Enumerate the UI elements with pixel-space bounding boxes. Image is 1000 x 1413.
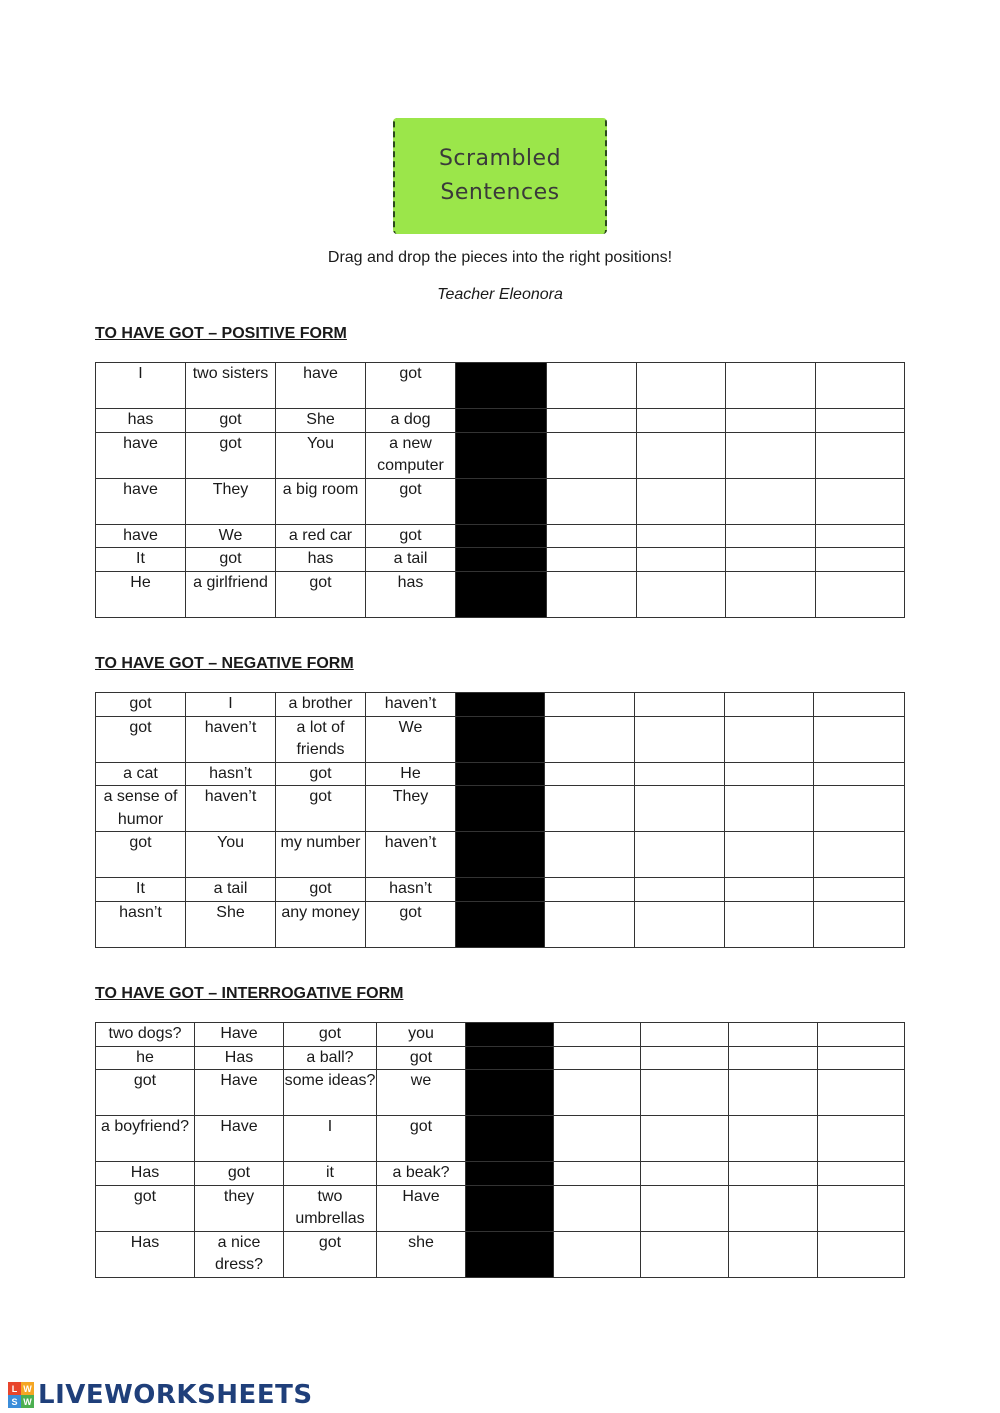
drop-slot[interactable]: [641, 1185, 729, 1231]
word-piece[interactable]: a new computer: [366, 432, 456, 478]
word-piece[interactable]: two sisters: [186, 363, 276, 409]
word-piece[interactable]: a big room: [276, 478, 366, 524]
drop-slot[interactable]: [816, 524, 905, 548]
section-heading-interrogative: TO HAVE GOT – INTERROGATIVE FORM: [95, 985, 404, 1002]
drop-slot[interactable]: [725, 878, 814, 902]
word-piece[interactable]: got: [96, 832, 186, 878]
drop-slot[interactable]: [545, 762, 635, 786]
sentence-row: [96, 901, 905, 947]
word-piece[interactable]: it: [284, 1162, 377, 1186]
word-piece[interactable]: a sense of humor: [96, 786, 186, 832]
word-piece[interactable]: got: [96, 693, 186, 717]
word-piece[interactable]: he: [96, 1046, 195, 1070]
word-piece[interactable]: a beak?: [377, 1162, 466, 1186]
divider-cell: [456, 786, 545, 832]
word-piece[interactable]: She: [186, 901, 276, 947]
sentence-row: [96, 363, 905, 409]
sentence-row: [96, 1023, 905, 1047]
drop-slot[interactable]: [637, 524, 726, 548]
word-piece[interactable]: got: [276, 571, 366, 617]
drop-slot[interactable]: [726, 409, 816, 433]
sentence-row: [96, 478, 905, 524]
interrogative-grid: [95, 1022, 905, 1278]
drop-slot[interactable]: [818, 1231, 905, 1277]
drop-slot[interactable]: [635, 693, 725, 717]
divider-cell: [466, 1162, 554, 1186]
word-piece[interactable]: a tail: [186, 878, 276, 902]
drop-slot[interactable]: [725, 786, 814, 832]
word-piece[interactable]: haven’t: [186, 786, 276, 832]
word-piece[interactable]: Have: [377, 1185, 466, 1231]
word-piece[interactable]: has: [276, 548, 366, 572]
sentence-row: [96, 1116, 905, 1162]
word-piece[interactable]: has: [366, 571, 456, 617]
drop-slot[interactable]: [554, 1231, 641, 1277]
drop-slot[interactable]: [726, 524, 816, 548]
word-piece[interactable]: haven’t: [186, 716, 276, 762]
divider-cell: [456, 409, 547, 433]
word-piece[interactable]: a tail: [366, 548, 456, 572]
drop-slot[interactable]: [637, 478, 726, 524]
word-piece[interactable]: she: [377, 1231, 466, 1277]
word-piece[interactable]: a lot of friends: [276, 716, 366, 762]
drop-slot[interactable]: [726, 571, 816, 617]
drop-slot[interactable]: [729, 1070, 818, 1116]
drop-slot[interactable]: [547, 363, 637, 409]
sentence-row: [96, 716, 905, 762]
word-piece[interactable]: I: [284, 1116, 377, 1162]
divider-cell: [456, 478, 547, 524]
drop-slot[interactable]: [554, 1023, 641, 1047]
word-piece[interactable]: Have: [195, 1023, 284, 1047]
drop-slot[interactable]: [814, 878, 905, 902]
word-piece[interactable]: my number: [276, 832, 366, 878]
word-piece[interactable]: a red car: [276, 524, 366, 548]
word-piece[interactable]: You: [186, 832, 276, 878]
drop-slot[interactable]: [547, 524, 637, 548]
word-piece[interactable]: hasn’t: [366, 878, 456, 902]
sentence-row: [96, 1070, 905, 1116]
word-piece[interactable]: got: [366, 901, 456, 947]
divider-cell: [456, 524, 547, 548]
divider-cell: [456, 548, 547, 572]
word-piece[interactable]: a nice dress?: [195, 1231, 284, 1277]
word-piece[interactable]: He: [366, 762, 456, 786]
divider-cell: [456, 901, 545, 947]
sentence-row: [96, 1046, 905, 1070]
teacher-name: Teacher Eleonora: [437, 286, 563, 303]
word-piece[interactable]: Has: [195, 1046, 284, 1070]
word-piece[interactable]: He: [96, 571, 186, 617]
word-piece[interactable]: got: [276, 878, 366, 902]
word-piece[interactable]: They: [186, 478, 276, 524]
divider-cell: [466, 1185, 554, 1231]
instructions: Drag and drop the pieces into the right positions!: [327, 249, 673, 266]
drop-slot[interactable]: [729, 1162, 818, 1186]
word-piece[interactable]: got: [96, 1185, 195, 1231]
word-piece[interactable]: a cat: [96, 762, 186, 786]
drop-slot[interactable]: [818, 1162, 905, 1186]
drop-slot[interactable]: [641, 1231, 729, 1277]
divider-cell: [466, 1070, 554, 1116]
divider-cell: [456, 432, 547, 478]
word-piece[interactable]: We: [186, 524, 276, 548]
word-piece[interactable]: got: [186, 548, 276, 572]
drop-slot[interactable]: [818, 1046, 905, 1070]
word-piece[interactable]: got: [96, 1070, 195, 1116]
divider-cell: [456, 762, 545, 786]
sentence-row: [96, 1162, 905, 1186]
drop-slot[interactable]: [554, 1070, 641, 1116]
drop-slot[interactable]: [726, 548, 816, 572]
word-piece[interactable]: you: [377, 1023, 466, 1047]
drop-slot[interactable]: [818, 1023, 905, 1047]
drop-slot[interactable]: [729, 1231, 818, 1277]
drop-slot[interactable]: [637, 571, 726, 617]
drop-slot[interactable]: [637, 409, 726, 433]
sentence-row: [96, 548, 905, 572]
word-piece[interactable]: We: [366, 716, 456, 762]
drop-slot[interactable]: [729, 1023, 818, 1047]
word-piece[interactable]: have: [96, 524, 186, 548]
divider-cell: [466, 1046, 554, 1070]
drop-slot[interactable]: [818, 1185, 905, 1231]
word-piece[interactable]: have: [96, 432, 186, 478]
drop-slot[interactable]: [637, 363, 726, 409]
drop-slot[interactable]: [545, 786, 635, 832]
word-piece[interactable]: two dogs?: [96, 1023, 195, 1047]
drop-slot[interactable]: [725, 716, 814, 762]
word-piece[interactable]: hasn’t: [186, 762, 276, 786]
word-piece[interactable]: haven’t: [366, 693, 456, 717]
divider-cell: [456, 716, 545, 762]
drop-slot[interactable]: [545, 901, 635, 947]
word-piece[interactable]: Have: [195, 1070, 284, 1116]
drop-slot[interactable]: [726, 432, 816, 478]
word-piece[interactable]: Have: [195, 1116, 284, 1162]
word-piece[interactable]: got: [195, 1162, 284, 1186]
drop-slot[interactable]: [635, 716, 725, 762]
word-piece[interactable]: two umbrellas: [284, 1185, 377, 1231]
word-piece[interactable]: they: [195, 1185, 284, 1231]
drop-slot[interactable]: [816, 409, 905, 433]
word-piece[interactable]: have: [96, 478, 186, 524]
word-piece[interactable]: got: [366, 363, 456, 409]
negative-grid: [95, 692, 905, 948]
drop-slot[interactable]: [816, 432, 905, 478]
sentence-row: [96, 1185, 905, 1231]
drop-slot[interactable]: [725, 901, 814, 947]
sentence-row: [96, 1231, 905, 1277]
drop-slot[interactable]: [554, 1116, 641, 1162]
word-piece[interactable]: It: [96, 548, 186, 572]
word-piece[interactable]: we: [377, 1070, 466, 1116]
word-piece[interactable]: They: [366, 786, 456, 832]
drop-slot[interactable]: [814, 716, 905, 762]
drop-slot[interactable]: [641, 1116, 729, 1162]
word-piece[interactable]: I: [96, 363, 186, 409]
sentence-row: [96, 409, 905, 433]
drop-slot[interactable]: [554, 1185, 641, 1231]
word-piece[interactable]: some ideas?: [284, 1070, 377, 1116]
word-piece[interactable]: has: [96, 409, 186, 433]
divider-cell: [456, 832, 545, 878]
drop-slot[interactable]: [547, 571, 637, 617]
drop-slot[interactable]: [814, 762, 905, 786]
drop-slot[interactable]: [725, 693, 814, 717]
drop-slot[interactable]: [547, 432, 637, 478]
divider-cell: [466, 1116, 554, 1162]
word-piece[interactable]: got: [186, 432, 276, 478]
sentence-row: [96, 832, 905, 878]
banner-line-1: Scrambled: [438, 146, 562, 171]
divider-cell: [456, 878, 545, 902]
drop-slot[interactable]: [635, 762, 725, 786]
sentence-row: [96, 693, 905, 717]
drop-slot[interactable]: [554, 1046, 641, 1070]
word-piece[interactable]: any money: [276, 901, 366, 947]
drop-slot[interactable]: [725, 762, 814, 786]
word-piece[interactable]: got: [186, 409, 276, 433]
word-piece[interactable]: It: [96, 878, 186, 902]
word-piece[interactable]: Has: [96, 1162, 195, 1186]
divider-cell: [456, 363, 547, 409]
title-banner: [393, 118, 607, 234]
word-piece[interactable]: You: [276, 432, 366, 478]
word-piece[interactable]: got: [276, 762, 366, 786]
drop-slot[interactable]: [545, 716, 635, 762]
drop-slot[interactable]: [547, 478, 637, 524]
sentence-row: [96, 524, 905, 548]
drop-slot[interactable]: [816, 548, 905, 572]
word-piece[interactable]: have: [276, 363, 366, 409]
sentence-row: [96, 786, 905, 832]
drop-slot[interactable]: [641, 1162, 729, 1186]
drop-slot[interactable]: [725, 832, 814, 878]
footer-logo: [8, 1380, 313, 1410]
drop-slot[interactable]: [729, 1046, 818, 1070]
section-heading-positive: TO HAVE GOT – POSITIVE FORM: [95, 325, 347, 342]
word-piece[interactable]: a dog: [366, 409, 456, 433]
word-piece[interactable]: a brother: [276, 693, 366, 717]
drop-slot[interactable]: [545, 693, 635, 717]
word-piece[interactable]: She: [276, 409, 366, 433]
liveworksheets-logo-icon: L W S W: [8, 1382, 34, 1408]
word-piece[interactable]: got: [96, 716, 186, 762]
sentence-row: [96, 432, 905, 478]
drop-slot[interactable]: [641, 1023, 729, 1047]
footer-brand: LIVEWORKSHEETS: [38, 1380, 313, 1410]
word-piece[interactable]: got: [366, 478, 456, 524]
drop-slot[interactable]: [637, 432, 726, 478]
word-piece[interactable]: got: [284, 1231, 377, 1277]
drop-slot[interactable]: [637, 548, 726, 572]
drop-slot[interactable]: [814, 832, 905, 878]
sentence-row: [96, 571, 905, 617]
drop-slot[interactable]: [816, 571, 905, 617]
word-piece[interactable]: got: [284, 1023, 377, 1047]
divider-cell: [466, 1023, 554, 1047]
divider-cell: [456, 693, 545, 717]
word-piece[interactable]: got: [377, 1116, 466, 1162]
drop-slot[interactable]: [554, 1162, 641, 1186]
drop-slot[interactable]: [545, 832, 635, 878]
drop-slot[interactable]: [818, 1116, 905, 1162]
drop-slot[interactable]: [635, 901, 725, 947]
drop-slot[interactable]: [818, 1070, 905, 1116]
sentence-row: [96, 762, 905, 786]
drop-slot[interactable]: [814, 693, 905, 717]
drop-slot[interactable]: [641, 1046, 729, 1070]
drop-slot[interactable]: [635, 832, 725, 878]
drop-slot[interactable]: [635, 878, 725, 902]
word-piece[interactable]: hasn’t: [96, 901, 186, 947]
drop-slot[interactable]: [814, 786, 905, 832]
drop-slot[interactable]: [814, 901, 905, 947]
drop-slot[interactable]: [547, 548, 637, 572]
divider-cell: [466, 1231, 554, 1277]
word-piece[interactable]: a girlfriend: [186, 571, 276, 617]
positive-grid: [95, 362, 905, 618]
word-piece[interactable]: I: [186, 693, 276, 717]
drop-slot[interactable]: [816, 478, 905, 524]
sentence-row: [96, 878, 905, 902]
drop-slot[interactable]: [726, 478, 816, 524]
drop-slot[interactable]: [729, 1116, 818, 1162]
word-piece[interactable]: haven’t: [366, 832, 456, 878]
drop-slot[interactable]: [726, 363, 816, 409]
drop-slot[interactable]: [545, 878, 635, 902]
word-piece[interactable]: Has: [96, 1231, 195, 1277]
word-piece[interactable]: got: [276, 786, 366, 832]
drop-slot[interactable]: [547, 409, 637, 433]
drop-slot[interactable]: [729, 1185, 818, 1231]
drop-slot[interactable]: [641, 1070, 729, 1116]
banner-line-2: Sentences: [440, 180, 560, 205]
word-piece[interactable]: a ball?: [284, 1046, 377, 1070]
word-piece[interactable]: got: [366, 524, 456, 548]
drop-slot[interactable]: [635, 786, 725, 832]
word-piece[interactable]: a boyfriend?: [96, 1116, 195, 1162]
section-heading-negative: TO HAVE GOT – NEGATIVE FORM: [95, 655, 354, 672]
divider-cell: [456, 571, 547, 617]
word-piece[interactable]: got: [377, 1046, 466, 1070]
drop-slot[interactable]: [816, 363, 905, 409]
